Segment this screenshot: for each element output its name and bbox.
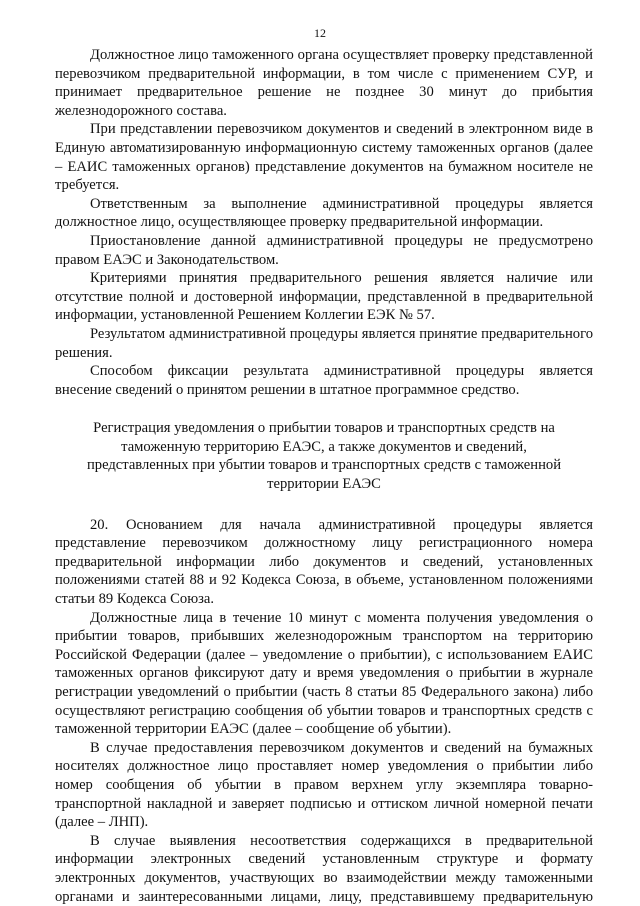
paragraph: Результатом административной процедуры является принятие предварительного решения. bbox=[55, 325, 593, 361]
paragraph: Должностное лицо таможенного органа осуществляет проверку представленной перевозчиком предварительной информации, в том числе с применением СУР, и принимает предварительное решение не позднее 30 минут до прибытия железнодорожного состава. bbox=[55, 47, 593, 119]
paragraph: Приостановление данной административной процедуры не предусмотрено правом ЕАЭС и Законодательством. bbox=[55, 232, 593, 268]
paragraph: Критериями принятия предварительного решения является наличие или отсутствие полной и достоверной информации, представленной в предварительной информации, установленной Решением Коллегии ЕЭК № 57. bbox=[55, 270, 593, 324]
document-body bbox=[55, 46, 593, 906]
section-heading: Регистрация уведомления о прибытии товаров и транспортных средств на таможенную территорию ЕАЭС, а также документов и сведений, представленных при убытии товаров и транспортных средств с таможенной территории ЕАЭС bbox=[86, 420, 562, 493]
page-number: 12 bbox=[314, 26, 326, 40]
paragraph: 20. Основанием для начала административной процедуры является представление перевозчиком должностному лицу регистрационного номера предварительной информации либо документов и сведений, установленных положениями статей 88 и 92 Кодекса Союза, в объеме, установленном положениями статьи 89 Кодекса Союза. bbox=[55, 516, 593, 608]
paragraph: Должностные лица в течение 10 минут с момента получения уведомления о прибытии товаров, прибывших железнодорожным транспортом на территорию Российской Федерации (далее – уведомление о прибытии), с использованием ЕАИС таможенных органов фиксируют дату и время уведомления о прибытии в журнале регистрации уведомлений о прибытии (часть 8 статьи 85 Федерального закона) либо осуществляют регистрацию сообщения об убытии товаров и транспортных средств с таможенной территории ЕАЭС (далее – сообщение об убытии). bbox=[55, 609, 593, 738]
paragraph: В случае предоставления перевозчиком документов и сведений на бумажных носителях должностное лицо проставляет номер уведомления о прибытии либо номер сообщения об убытии в правом верхнем углу экземпляра товарно-транспортной накладной и заверяет подписью и оттиском личной номерной печати (далее – ЛНП). bbox=[55, 739, 593, 831]
paragraph: В случае выявления несоответствия содержащихся в предварительной информации электронных сведений установленным структуре и формату электронных документов, участвующих во взаимодействии между таможенными органами и заинтересованными лицами, лицу, представившему предварительную bbox=[55, 832, 593, 905]
paragraph: При представлении перевозчиком документов и сведений в электронном виде в Единую автоматизированную информационную систему таможенных органов (далее – ЕАИС таможенных органов) представление документов на бумажном носителе не требуется. bbox=[55, 121, 593, 194]
paragraph: Ответственным за выполнение административной процедуры является должностное лицо, осуществляющее проверку предварительной информации. bbox=[55, 195, 593, 231]
paragraph: Способом фиксации результата административной процедуры является внесение сведений о принятом решении в штатное программное средство. bbox=[55, 363, 593, 398]
